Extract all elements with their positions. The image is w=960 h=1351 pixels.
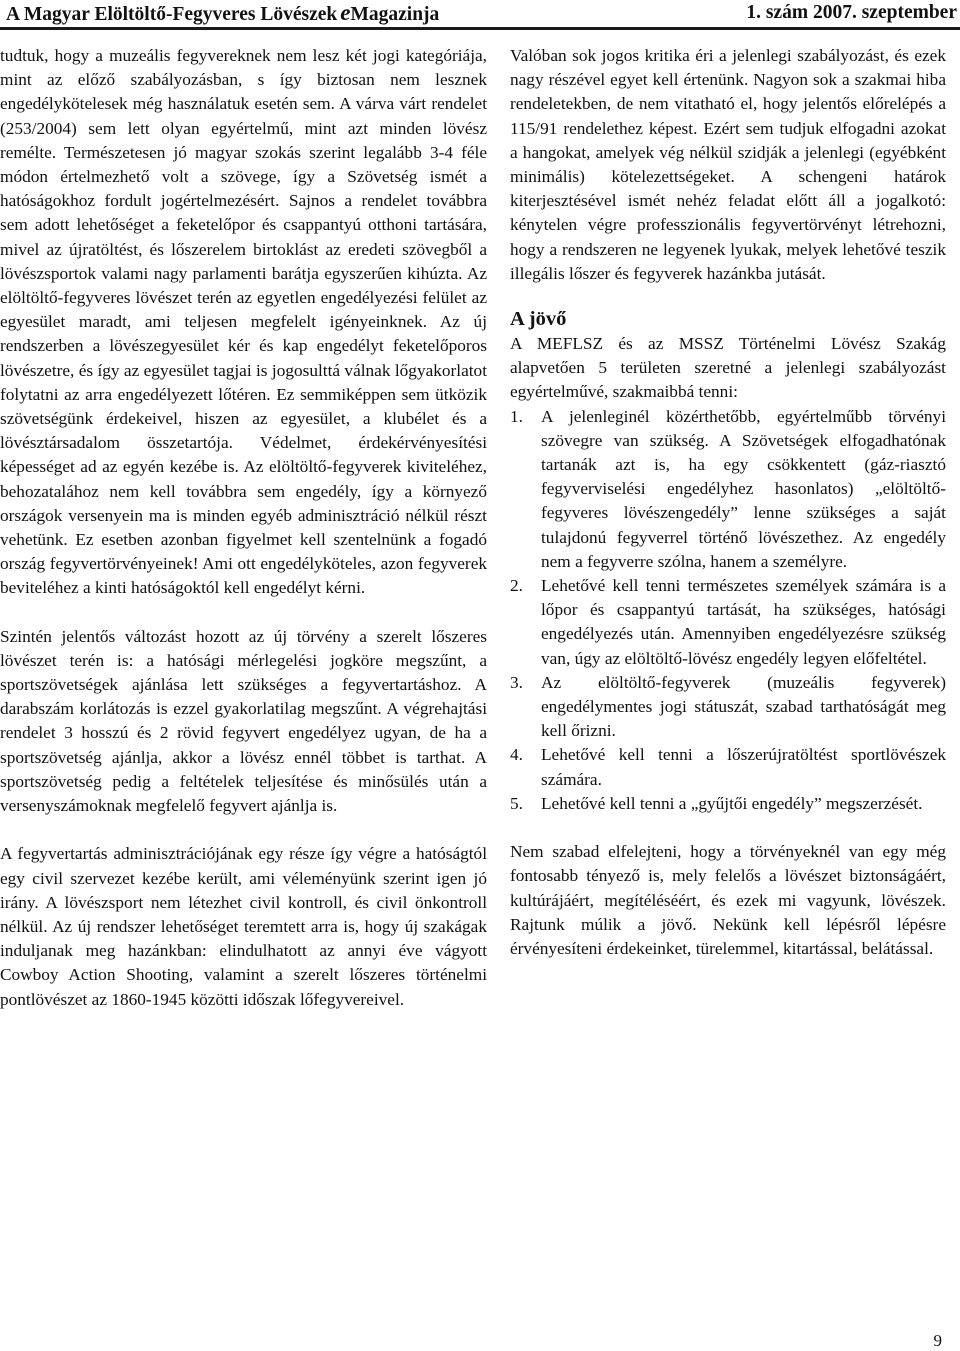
list-item: [510, 792, 946, 816]
list-item: [510, 574, 946, 671]
section-heading: A jövő: [510, 308, 567, 331]
list-item-number: 5.: [510, 793, 523, 813]
list-item-number: 2.: [510, 576, 523, 596]
issue-date: 1. szám 2007. szeptember: [746, 2, 957, 23]
list-item-number: 4.: [510, 745, 523, 765]
magazine-title-main: A Magyar Elöltöltő-Fegyveres Lövészek: [6, 4, 338, 25]
closing-paragraph: Nem szabad elfelejteni, hogy a törvényeknél van egy még fontosabb tényező is, mely felelős a lövészet biztonságáért, kultúrájáért, megítéléséért, és ezek mi vagyunk, lövészek. Rajtunk múlik a jövő. Nekünk kell lépésről lépésre érvényesíteni érdekeinket, türelemmel, kitartással, belátással.: [510, 842, 946, 958]
left-paragraph-2: Szintén jelentős változást hozott az új törvény a szerelt lőszeres lövészet terén is: a hatósági mérlegelési jogköre megszűnt, a sportszövetségek ajánlása lett szükséges a fegyvertartáshoz. A darabszám korlátozás is ezzel gyakorlatilag megszűnt. A végrehajtási rendelet 3 hosszú és 2 rövid fegyvert engedélyez ugyan, de ha a sportszövetség ajánlja, akkor a lövész ennél többet is tarthat. A sportszövetség pedig a feltételek teljesítése és minősülés után a versenyszámoknak megfelelő fegyvert ajánlja is.: [0, 626, 487, 816]
magazine-title-e: e: [340, 0, 351, 25]
list-item-number: 3.: [510, 672, 523, 692]
header-rule: [0, 27, 960, 30]
page-number: 9: [933, 1331, 942, 1350]
right-column: [510, 44, 946, 961]
magazine-title: [6, 1, 439, 27]
list-item-text: Lehetővé kell tenni természetes személyek számára is a lőpor és csappantyú tartását, ha szükséges, hatósági engedélyezés után. Amennyiben engedélyezésre szükség van, úgy az elöltöltő-lövész engedély legyen előfeltétel.: [541, 576, 946, 668]
right-paragraph-1: Valóban sok jogos kritika éri a jelenlegi szabályozást, és ezek nagy részével egyet kell értenünk. Nagyon sok a szakmai hiba rendeletekben, de nem vitatható el, hogy jelentős előrelépés a 115/91 rendelethez képest. Ezért sem tudjuk elfogadni azokat a hangokat, amelyek vég nélkül szidják a jelenlegi (egyébként minimális) kötelezettségeket. A schengeni határok kiterjesztésével ismét nehéz feladat előtt áll a jogalkotó: kénytelen végre professzionális fegyvertörvényt létrehozni, hogy a rendszeren ne legyenek lyukak, melyek lehetővé teszik illegális lőszer és fegyverek hazánkba jutását.: [510, 46, 946, 283]
list-item-text: A jelenleginél közérthetőbb, egyértelműbb törvényi szövegre van szükség. A Szövetségek elfogadhatónak tartanák azt is, ha egy csökkentett (gáz-riasztó fegyverviselési engedélyhez hasonlatos) „elöltöltő-fegyveres lövészengedély” lenne szükséges a saját tulajdonú fegyverrel történő lövészethez. Az engedély nem a fegyverre szólna, hanem a személyre.: [541, 406, 946, 571]
magazine-title-suffix: Magazinja: [350, 4, 440, 25]
goals-list: [510, 405, 946, 816]
list-item: [510, 405, 946, 574]
page-header: [0, 0, 960, 27]
list-item-number: 1.: [510, 406, 523, 426]
list-item-text: Lehetővé kell tenni a „gyűjtői engedély” megszerzését.: [541, 793, 923, 813]
list-item: [510, 743, 946, 791]
list-item-text: Az elöltöltő-fegyverek (muzeális fegyverek) engedélymentes jogi státuszát, szabad tarthatóságát meg kell őrizni.: [541, 672, 946, 741]
list-item: [510, 671, 946, 744]
list-item-text: Lehetővé kell tenni a lőszerújratöltést sportlövészek számára.: [541, 745, 946, 789]
section-intro: A MEFLSZ és az MSSZ Történelmi Lövész Szakág alapvetően 5 területen szeretné a jelenlegi szabályozást egyértelművé, szakmaibbá tenni:: [510, 334, 946, 402]
left-paragraph-1: tudtuk, hogy a muzeális fegyvereknek nem lesz két jogi kategóriája, mint az előző szabályozásban, s így biztosan nem lesznek engedélykötelesek még használatuk esetén sem. A várva várt rendelet (253/2004) sem lett olyan egyértelmű, mint azt minden lövész remélte. Természetesen jó magyar szokás szerint legalább 3-4 féle módon értelmezhető volt a szövege, így a Szövetség ismét a hatóságokhoz fordult jogértelmezésért. Sajnos a rendelet továbbra sem adott lehetőséget a feketelőpor és csappantyú otthoni tartására, mivel az újratöltést, és lőszerelem birtoklást az eredeti szövegből a lövészsportok valami nagy parlamenti barátja egyszerűen kihúzta. Az elöltöltő-fegyveres lövészet terén az egyetlen engedélyezési felület az egyesület maradt, ami teljesen megfelelt igényeinknek. Az új rendszerben a lövészegyesület kér és kap engedélyt feketelőporos lövészetre, és így az egyesület tagjai is jogosulttá válnak lőgyakorlatot folytatni az arra engedélyezett lőtéren. Ez semmiképpen sem ütközik szövetségünk érdekeivel, hiszen az egyesület, a klubélet és a lövésztársadalom összetartója. Védelmet, érdekérvényesítési képességet ad az egyén kezébe is. Az elöltöltő-fegyverek kiviteléhez, behozatalához nem kell továbbra sem engedély, így a környező országok versenyein ma is minden egyéb adminisztráció nélkül részt vehetünk. Ez esetben azonban figyelmet kell szentelnünk a fogadó ország fegyvertörvényeinek! Ami ott engedélyköteles, azon fegyverek beviteléhez a kinti hatóságoktól kell engedélyt kérni.: [0, 46, 487, 598]
left-column: [0, 44, 487, 1012]
left-paragraph-3: A fegyvertartás adminisztrációjának egy része így végre a hatóságtól egy civil szervezet kezébe került, ami véleményünk szerint igen jó irány. A lövészsport nem létezhet civil kontroll, és civil önkontroll nélkül. Az új rendszer lehetőséget teremtett arra is, hogy új szakágak induljanak meg hazánkban: elindulhatott az annyi éve vágyott Cowboy Action Shooting, valamint a szerelt lőszeres történelmi pontlövészet az 1860-1945 közötti időszak lőfegyvereivel.: [0, 844, 487, 1009]
